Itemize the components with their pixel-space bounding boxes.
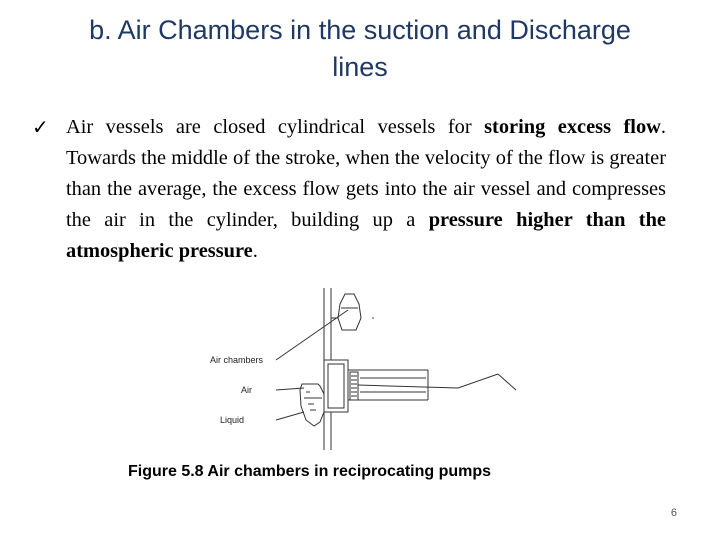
label-air-chambers: Air chambers bbox=[210, 355, 264, 365]
bullet-text-part-1: Air vessels are closed cylindrical vessels for bbox=[66, 116, 485, 138]
figure-caption: Figure 5.8 Air chambers in reciprocating pumps bbox=[128, 463, 492, 480]
bullet-text bbox=[66, 112, 666, 267]
title-line-2: lines bbox=[332, 52, 388, 82]
title-line-1: b. Air Chambers in the suction and Discharge bbox=[89, 15, 631, 45]
bullet-text-part-2: . Towards the middle of the stroke, when the velocity of the flow is greater than the average, the excess flow gets into the air vessel and compresses the air in the cylinder, building up a bbox=[66, 116, 666, 231]
slide-title bbox=[40, 12, 680, 86]
bullet-bold-1: storing excess flow bbox=[484, 116, 661, 138]
label-liquid: Liquid bbox=[220, 415, 245, 425]
bullet-bold-2: pressure higher than the atmospheric pressure bbox=[66, 209, 666, 262]
bullet-text-part-3: . bbox=[252, 240, 258, 262]
label-air: Air bbox=[241, 385, 252, 395]
page-number: 6 bbox=[670, 507, 677, 519]
air-chamber-diagram bbox=[200, 282, 530, 452]
check-icon: ✓ bbox=[32, 115, 49, 139]
